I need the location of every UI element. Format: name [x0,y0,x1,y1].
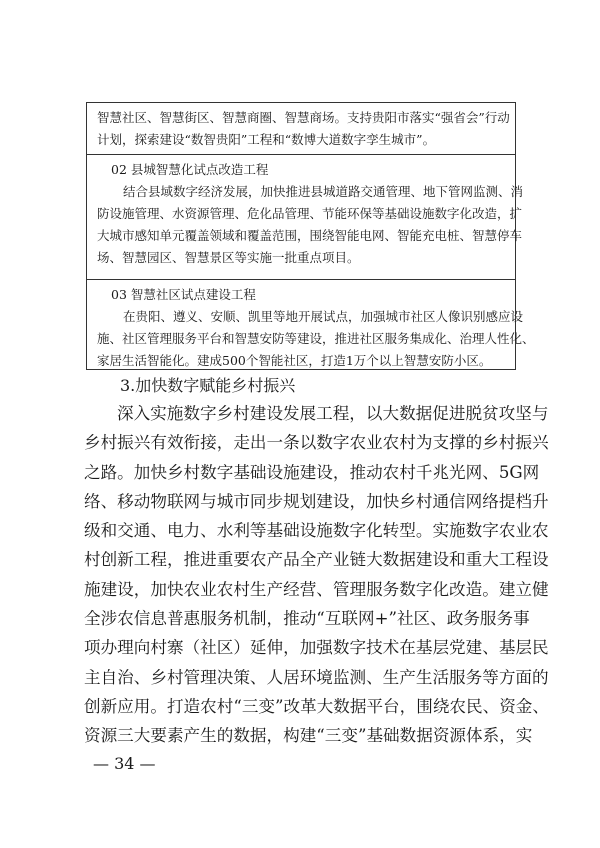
paragraph-line: 级和交通、电力、水利等基础设施数字化转型。实施数字农业农 [84,521,549,541]
paragraph-line: 资源三大要素产生的数据，构建“三变”基础数据资源体系，实 [84,726,533,746]
box-cell-smart-community [87,280,535,371]
box-cell-title: 03 智慧社区试点建设工程 [111,287,256,302]
box-cell-title: 02 县城智慧化试点改造工程 [111,162,269,177]
box-cell-county-smart [87,155,524,280]
project-box [86,102,535,370]
page-number: — 34 — [93,754,156,773]
paragraph-line: 络、移动物联网与城市同步规划建设，加快乡村通信网络提档升 [84,491,549,511]
box-text-line: 施、社区管理服务平台和智慧安防等建设，推进社区服务集成化、治理人性化、 [97,331,535,346]
box-text-line: 场、智慧园区、智慧景区等实施一批重点项目。 [97,250,360,265]
paragraph-line: 主自治、乡村管理决策、人居环境监测、生产生活服务等方面的 [84,667,549,687]
paragraph-line: 村创新工程，推进重要农产品全产业链大数据建设和重大工程设 [84,550,549,570]
paragraph-line: 项办理向村寨（社区）延伸，加强数字技术在基层党建、基层民 [84,638,549,658]
body-paragraph [84,399,549,751]
box-text-line: 结合县域数字经济发展，加快推进县城道路交通管理、地下管网监测、消 [123,184,524,199]
box-text-line: 防设施管理、水资源管理、危化品管理、节能环保等基础设施数字化改造，扩 [97,206,523,221]
paragraph-line: 之路。加快乡村数字基础设施建设，推动农村千兆光网、5G网 [84,462,540,482]
paragraph-line: 施建设，加快农业农村生产经营、管理服务数字化改造。建立健 [84,579,549,599]
box-cell-smart-city [87,103,515,155]
box-text-line: 家居生活智能化。建成500个智能社区，打造1万个以上智慧安防小区。 [97,353,492,368]
box-text-line: 大城市感知单元覆盖领域和覆盖范围，围绕智能电网、智能充电桩、智慧停车 [97,228,523,243]
section-subheading: 3.加快数字赋能乡村振兴 [120,376,296,395]
box-text-line: 在贵阳、遵义、安顺、凯里等地开展试点，加强城市社区人像识别感应设 [123,309,524,324]
box-text-line: 计划，探索建设“数智贵阳”工程和“数博大道数字孪生城市”。 [97,132,436,147]
paragraph-line: 乡村振兴有效衔接，走出一条以数字农业农村为支撑的乡村振兴 [84,433,549,453]
paragraph-line: 全涉农信息普惠服务机制，推动“互联网+”社区、政务服务事 [84,609,530,629]
paragraph-line: 创新应用。打造农村“三变”改革大数据平台，围绕农民、资金、 [84,696,549,716]
box-text-line: 智慧社区、智慧街区、智慧商圈、智慧商场。支持贵阳市落实“强省会”行动 [97,110,510,125]
paragraph-line: 深入实施数字乡村建设发展工程，以大数据促进脱贫攻坚与 [117,404,549,423]
